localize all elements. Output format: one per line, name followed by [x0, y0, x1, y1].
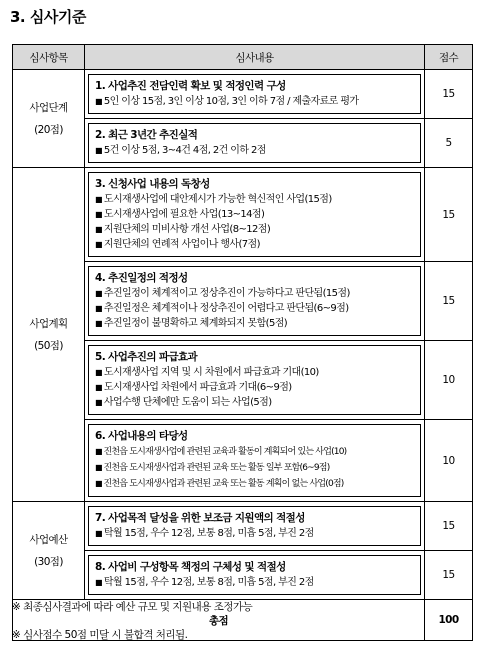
table-row: [13, 168, 473, 262]
footnote: ※ 심사점수 50점 미달 시 불합격 처리됨.: [12, 629, 188, 641]
criterion-bullet: ■ 진천읍 도시재생사업과 관련된 교육 또는 활동 계획이 없는 사업(0점): [95, 476, 416, 492]
header-content: 심사내용: [85, 45, 425, 70]
footnote: ※ 최종심사결과에 따라 예산 규모 및 지원내용 조정가능: [12, 601, 253, 613]
header-row: [13, 45, 473, 70]
score-cell: 10: [425, 341, 473, 420]
category-points: (30점): [34, 555, 63, 568]
criterion-bullet: ■ 지원단체의 연례적 사업이나 행사(7점): [95, 237, 416, 252]
category-name: 사업단계: [29, 101, 68, 114]
score-cell: 15: [425, 262, 473, 341]
criterion-cell: [85, 551, 425, 600]
category-cell: [13, 502, 85, 600]
criterion-bullet: ■ 진천읍 도시재생사업에 관련된 교육과 활동이 계획되어 있는 사업(10): [95, 444, 416, 460]
category-name: 사업예산: [29, 533, 68, 546]
criterion-title: 4. 추진일정의 적정성: [95, 272, 188, 284]
criterion-title: 8. 사업비 구성항목 책정의 구체성 및 적절성: [95, 561, 286, 573]
table-row: [13, 502, 473, 551]
score-cell: 15: [425, 70, 473, 119]
criterion-bullet: ■ 도시재생사업에 대안제시가 가능한 혁신적인 사업(15점): [95, 192, 416, 207]
criterion-cell: [85, 262, 425, 341]
score-cell: 10: [425, 420, 473, 502]
total-score: 100: [425, 600, 473, 641]
criterion-cell: [85, 119, 425, 168]
criterion-title: 2. 최근 3년간 추진실적: [95, 129, 198, 141]
header-category: 심사항목: [13, 45, 85, 70]
criterion-title: 5. 사업추진의 파급효과: [95, 351, 198, 363]
criterion-bullet: ■ 도시재생사업 차원에서 파급효과 기대(6~9점): [95, 380, 416, 395]
score-cell: 15: [425, 168, 473, 262]
criterion-bullet: ■ 진천읍 도시재생사업과 관련된 교육 또는 활동 일부 포함(6~9점): [95, 460, 416, 476]
header-score: 점수: [425, 45, 473, 70]
criteria-table: [12, 44, 473, 641]
score-cell: 15: [425, 551, 473, 600]
criterion-bullet: ■ 추진일정은 체계적이나 정상추진이 어렵다고 판단됨(6~9점): [95, 301, 416, 316]
criterion-bullet: ■ 탁월 15점, 우수 12점, 보통 8점, 미흡 5점, 부진 2점: [95, 526, 416, 541]
criterion-cell: [85, 341, 425, 420]
category-points: (20점): [34, 123, 63, 136]
table-row: [13, 70, 473, 119]
criterion-title: 6. 사업내용의 타당성: [95, 430, 188, 442]
category-cell: [13, 70, 85, 168]
criterion-bullet: ■ 탁월 15점, 우수 12점, 보통 8점, 미흡 5점, 부진 2점: [95, 575, 416, 590]
criterion-cell: [85, 502, 425, 551]
criterion-bullet: ■ 지원단체의 미비사항 개선 사업(8~12점): [95, 222, 416, 237]
criterion-bullet: ■ 5인 이상 15점, 3인 이상 10점, 3인 이하 7점 / 제출자료로 평가: [95, 94, 416, 109]
criterion-bullet: ■ 추진일정이 불명확하고 체계화되지 못함(5점): [95, 316, 416, 331]
category-name: 사업계획: [29, 317, 68, 330]
category-cell: [13, 168, 85, 502]
criterion-cell: [85, 70, 425, 119]
criterion-title: 7. 사업목적 달성을 위한 보조금 지원액의 적절성: [95, 512, 305, 524]
criterion-bullet: ■ 사업수행 단체에만 도움이 되는 사업(5점): [95, 395, 416, 410]
criterion-title: 3. 신청사업 내용의 독창성: [95, 178, 210, 190]
criterion-bullet: ■ 도시재생사업에 필요한 사업(13~14점): [95, 207, 416, 222]
criterion-cell: [85, 168, 425, 262]
score-cell: 5: [425, 119, 473, 168]
section-title: 3. 심사기준: [10, 8, 86, 26]
criterion-bullet: ■ 추진일정이 체계적이고 정상추진이 가능하다고 판단됨(15점): [95, 286, 416, 301]
criterion-title: 1. 사업추진 전담인력 확보 및 적정인력 구성: [95, 80, 286, 92]
criterion-cell: [85, 420, 425, 502]
total-label: 총점: [13, 600, 425, 641]
criterion-bullet: ■ 도시재생사업 지역 및 시 차원에서 파급효과 기대(10): [95, 365, 416, 380]
category-points: (50점): [34, 339, 63, 352]
score-cell: 15: [425, 502, 473, 551]
criterion-bullet: ■ 5건 이상 5점, 3~4건 4점, 2건 이하 2점: [95, 143, 416, 158]
